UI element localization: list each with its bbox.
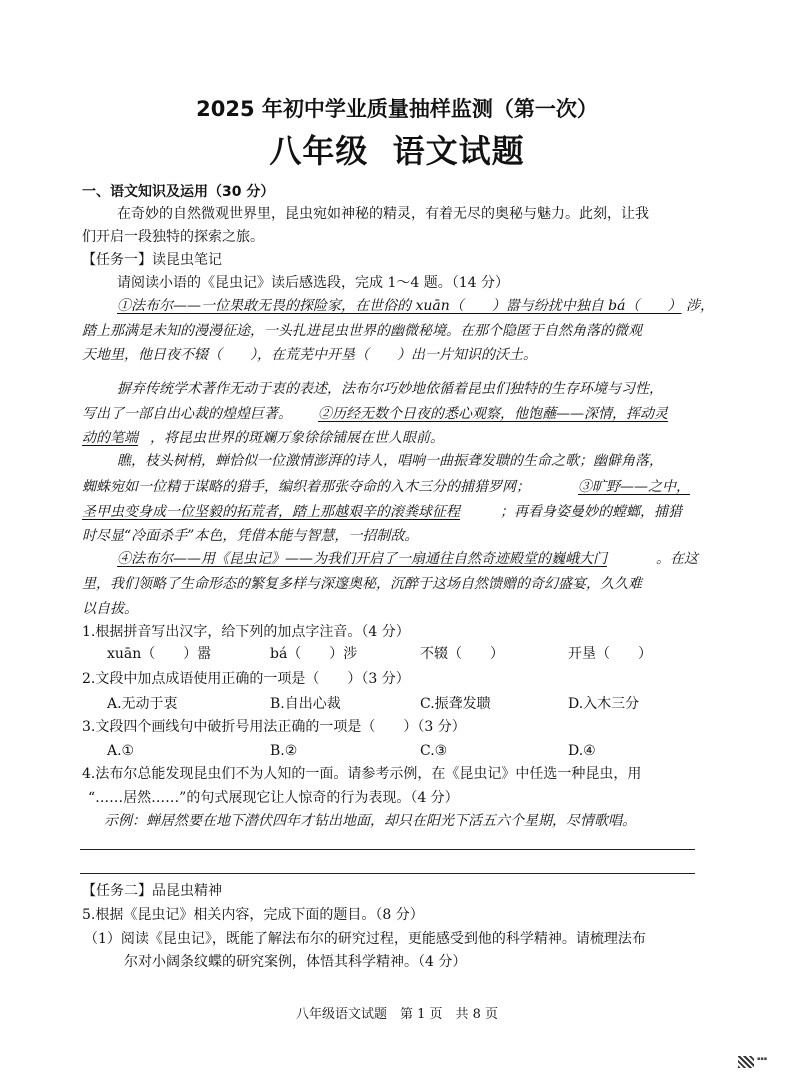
answer-line-2[interactable] (80, 873, 695, 874)
question-4-example: 示例：蝉居然要在地下潜伏四年才钻出地面，却只在阳光下活五六个星期，尽情歌唱。 (104, 813, 636, 829)
passage-p1-line-1b: 涉， (686, 298, 714, 314)
question-5: 5.根据《昆虫记》相关内容，完成下面的题目。（8 分） (82, 907, 424, 923)
q1-item-xuan: xuān（ ）嚣 (107, 646, 212, 662)
passage-p1-line-1a: ①法布尔——一位果敢无畏的探险家，在世俗的 xuān（ ）嚣与纷扰中独自 bá（ ） (117, 298, 682, 314)
passage-p3-line-2a: 蜘蛛宛如一位精于谋略的猎手，编织着那张夺命的入木三分的捕猎罗网； (82, 479, 530, 495)
question-4-line-1: 4.法布尔总能发现昆虫们不为人知的一面。请参考示例，在《昆虫记》中任选一种昆虫，用 (82, 766, 642, 782)
q3-option-d: D.④ (568, 743, 596, 759)
q2-option-c: C.振聋发聩 (420, 696, 491, 712)
passage-p3-line-3b: ；再看身姿曼妙的螳螂，捕猎 (500, 504, 682, 520)
passage-p1-line-3: 天地里，他日夜不辍（ ），在荒芜中开垦（ ）出一片知识的沃土。 (82, 347, 537, 363)
q1-item-buchuo: 不辍（ ） (420, 646, 504, 662)
q1-item-kaiken: 开垦（ ） (568, 646, 652, 662)
task2-heading: 【任务二】品昆虫精神 (82, 883, 222, 899)
question-3: 3.文段四个画线句中破折号用法正确的一项是（ ）（3 分） (82, 719, 466, 735)
watermark-logo-icon: ▪▪▪ (757, 1056, 768, 1062)
passage-p2-line-2b: ②历经无数个日夜的悉心观察，他饱蘸——深情，挥动灵 (318, 406, 668, 422)
passage-p2-line-3a: 动的笔端 (82, 430, 138, 446)
passage-p2-line-2a: 写出了一部自出心裁的煌煌巨著。 (82, 406, 292, 422)
passage-p2-line-1: 摒弃传统学术著作无动于衷的表述，法布尔巧妙地依循着昆虫们独特的生存环境与习性， (117, 381, 663, 397)
passage-p3-line-2b: ③旷野——之中， (578, 479, 690, 495)
question-4-line-2: “……居然……”的句式展现它让人惊奇的行为表现。（4 分） (88, 790, 459, 806)
task1-instruction: 请阅读小语的《昆虫记》读后感选段，完成 1～4 题。（14 分） (117, 275, 509, 291)
q3-option-a: A.① (107, 743, 135, 759)
passage-p2-line-3b: ，将昆虫世界的斑斓万象徐徐铺展在世人眼前。 (150, 430, 444, 446)
subject-label: 语文试题 (392, 132, 525, 170)
passage-p4-line-1a: ④法布尔——用《昆虫记》——为我们开启了一扇通往自然奇迹殿堂的巍峨大门 (117, 551, 607, 567)
page-footer: 八年级语文试题 第 1 页 共 8 页 (295, 1007, 499, 1022)
passage-p3-line-3a: 圣甲虫变身成一位坚毅的拓荒者，踏上那越艰辛的滚粪球征程 (82, 504, 460, 520)
passage-p4-line-1b: 。在这 (656, 551, 698, 567)
passage-p1-line-2: 踏上那满是未知的漫漫征途，一头扎进昆虫世界的幽微秘境。在那个隐匿于自然角落的微观 (82, 323, 642, 339)
qr-logo-icon (738, 1056, 754, 1068)
passage-p4-line-2: 里，我们领略了生命形态的繁复多样与深邃奥秘，沉醉于这场自然馈赠的奇幻盛宴，久久难 (82, 576, 642, 592)
question-2: 2.文段中加点成语使用正确的一项是（ ）（3 分） (82, 671, 410, 687)
question-1: 1.根据拼音写出汉字，给下列的加点字注音。（4 分） (82, 624, 410, 640)
q1-item-ba: bá（ ）涉 (270, 646, 358, 662)
task1-heading: 【任务一】读昆虫笔记 (82, 252, 222, 268)
q3-option-c: C.③ (420, 743, 448, 759)
exam-subtitle (0, 126, 794, 172)
answer-line-1[interactable] (80, 849, 695, 850)
exam-title: 2025 年初中学业质量抽样监测（第一次） (196, 97, 598, 121)
q3-option-b: B.② (270, 743, 298, 759)
passage-p3-line-1: 瞧，枝头树梢，蝉恰似一位激情澎湃的诗人，唱响一曲振聋发聩的生命之歌；幽僻角落， (117, 453, 663, 469)
q2-option-d: D.入木三分 (568, 696, 640, 712)
intro-line-2: 们开启一段独特的探索之旅。 (82, 229, 264, 245)
q2-option-b: B.自出心裁 (270, 696, 341, 712)
q2-option-a: A.无动于衷 (107, 696, 178, 712)
passage-p4-line-3: 以自拔。 (82, 601, 138, 617)
part1-heading: 一、语文知识及运用（30 分） (82, 184, 275, 200)
grade-label: 八年级 (269, 132, 369, 170)
question-5-1-line-2: 尔对小阔条纹蝶的研究案例，体悟其科学精神。（4 分） (124, 954, 467, 970)
intro-line-1: 在奇妙的自然微观世界里，昆虫宛如神秘的精灵，有着无尽的奥秘与魅力。此刻，让我 (117, 206, 649, 222)
passage-p3-line-4: 时尽显“冷面杀手”本色，凭借本能与智慧，一招制敌。 (82, 528, 419, 544)
question-5-1-line-1: （1）阅读《昆虫记》，既能了解法布尔的研究过程，更能感受到他的科学精神。请梳理法布 (84, 931, 646, 947)
